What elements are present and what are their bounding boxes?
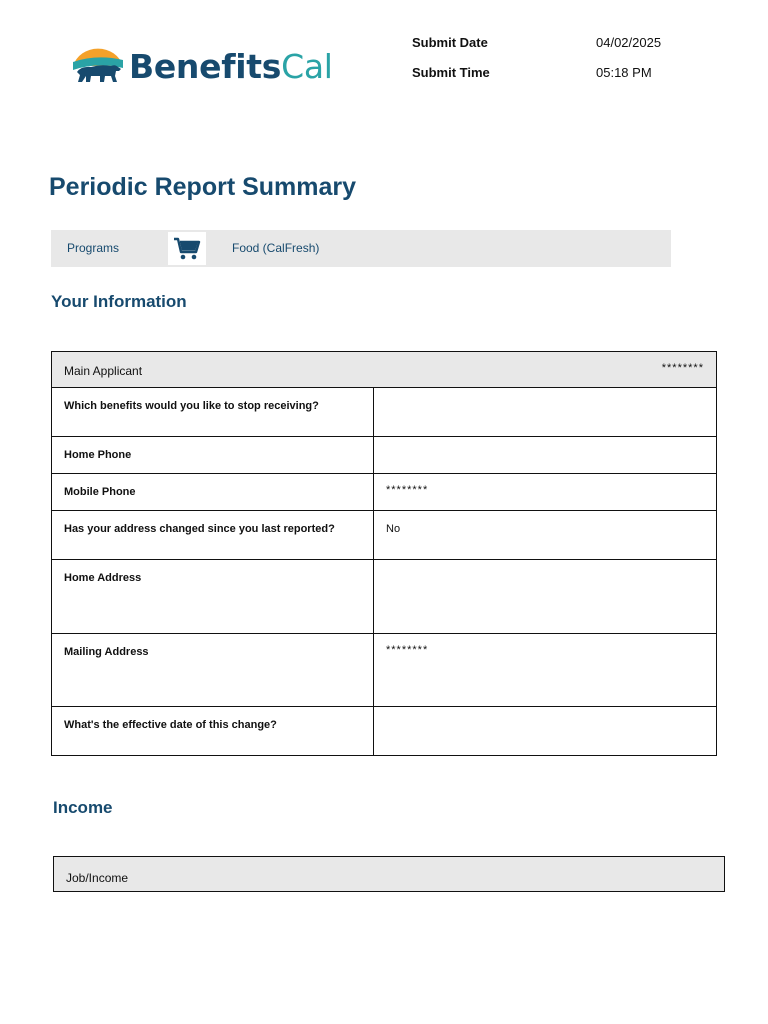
programs-bar xyxy=(51,230,671,267)
row-question: Home Address xyxy=(52,560,374,633)
table-row xyxy=(52,437,716,474)
main-applicant-label: Main Applicant xyxy=(64,364,143,378)
submit-time-label: Submit Time xyxy=(412,65,490,80)
main-applicant-header xyxy=(52,352,716,388)
table-row xyxy=(52,474,716,511)
row-answer xyxy=(374,707,716,755)
row-answer: No xyxy=(386,523,401,535)
job-income-bar xyxy=(53,856,725,892)
job-income-label: Job/Income xyxy=(66,871,129,885)
income-title: Income xyxy=(53,798,113,817)
table-row xyxy=(52,634,716,707)
main-applicant-value: ******** xyxy=(661,362,704,374)
benefitscal-logo xyxy=(71,42,333,92)
row-question: What's the effective date of this change? xyxy=(52,707,374,755)
row-answer: ******** xyxy=(386,644,429,656)
submit-time-value: 05:18 PM xyxy=(596,65,652,80)
row-question: Which benefits would you like to stop receiving? xyxy=(52,388,374,436)
row-answer xyxy=(374,437,716,473)
row-answer xyxy=(374,560,716,633)
your-information-table xyxy=(51,351,717,756)
table-row xyxy=(52,511,716,560)
programs-label: Programs xyxy=(67,241,120,255)
page-title: Periodic Report Summary xyxy=(49,173,357,201)
row-question: Home Phone xyxy=(52,437,374,473)
row-question: Mobile Phone xyxy=(52,474,374,510)
row-answer: ******** xyxy=(386,484,429,496)
your-information-title: Your Information xyxy=(51,292,187,311)
table-row xyxy=(52,707,716,755)
row-question: Has your address changed since you last reported? xyxy=(52,511,374,559)
submit-date-value: 04/02/2025 xyxy=(596,35,662,50)
bear-sun-logo-icon xyxy=(71,42,127,90)
table-row xyxy=(52,388,716,437)
shopping-cart-icon xyxy=(168,232,206,265)
row-question: Mailing Address xyxy=(52,634,374,706)
logo-text-cal: Cal xyxy=(281,47,333,86)
submit-date-label: Submit Date xyxy=(412,35,488,50)
table-row xyxy=(52,560,716,634)
program-name: Food (CalFresh) xyxy=(232,241,320,255)
logo-text-benefits: Benefits xyxy=(129,47,282,86)
row-answer xyxy=(374,388,716,436)
